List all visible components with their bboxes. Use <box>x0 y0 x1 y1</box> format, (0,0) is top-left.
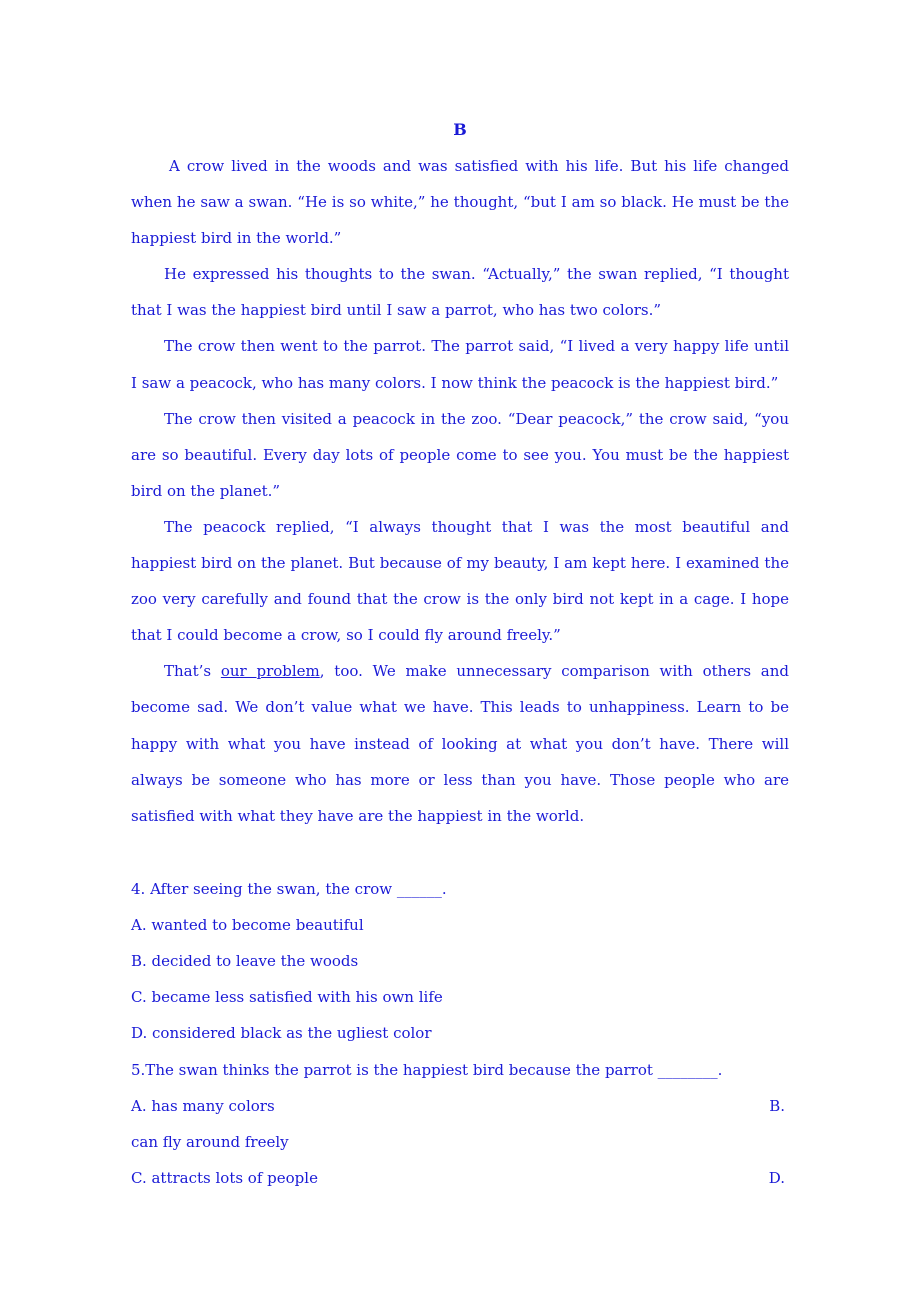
question-5-option-a: A. has many colors <box>131 1097 275 1115</box>
question-5-option-b-label: B. <box>769 1097 785 1115</box>
question-5-stem: 5.The swan thinks the parrot is the happiest bird because the parrot ________. <box>131 1061 723 1079</box>
passage-paragraph-3: The crow then went to the parrot. The parrot said, “I lived a very happy life until I saw a peacock, who has many colors. I now think the peacock is the happiest bird.” <box>131 337 789 392</box>
passage-paragraph-6 <box>131 653 789 833</box>
question-4-option-b: B. decided to leave the woods <box>131 952 359 970</box>
passage-paragraph-1: A crow lived in the woods and was satisfied with his life. But his life changed when he saw a swan. “He is so white,” he thought, “but I am so black. He must be the happiest bird in the world.” <box>131 157 789 248</box>
question-4-option-d: D. considered black as the ugliest color <box>131 1024 432 1042</box>
question-4-option-c: C. became less satisfied with his own life <box>131 988 443 1006</box>
section-heading: B <box>453 120 467 139</box>
underlined-phrase: our problem <box>220 662 320 681</box>
question-4-stem: 4. After seeing the swan, the crow ______. <box>131 880 447 898</box>
question-5-option-c: C. attracts lots of people <box>131 1169 318 1187</box>
p6-lead: That’s <box>164 662 221 681</box>
passage-paragraph-2: He expressed his thoughts to the swan. “Actually,” the swan replied, “I thought that I was the happiest bird until I saw a parrot, who has two colors.” <box>131 265 789 320</box>
passage-paragraph-5: The peacock replied, “I always thought that I was the most beautiful and happiest bird on the planet. But because of my beauty, I am kept here. I examined the zoo very carefully and found that the crow is the only bird not kept in a cage. I hope that I could become a crow, so I could fly around freely.” <box>131 517 789 645</box>
p6-rest: , too. We make unnecessary comparison with others and become sad. We don’t value what we have. This leads to unhappiness. Learn to be happy with what you have instead of looking at what you don’t have. There will always be someone who has more or less than you have. Those people who are satisfied with what they have are the happiest in the world. <box>131 662 790 825</box>
reading-passage <box>131 148 789 834</box>
question-5-option-b-text: can fly around freely <box>131 1133 289 1151</box>
question-5-option-d-label: D. <box>768 1169 785 1187</box>
question-4-option-a: A. wanted to become beautiful <box>131 916 364 934</box>
passage-paragraph-4: The crow then visited a peacock in the zoo. “Dear peacock,” the crow said, “you are so beautiful. Every day lots of people come to see you. You must be the happiest bird on the planet.” <box>131 409 789 500</box>
